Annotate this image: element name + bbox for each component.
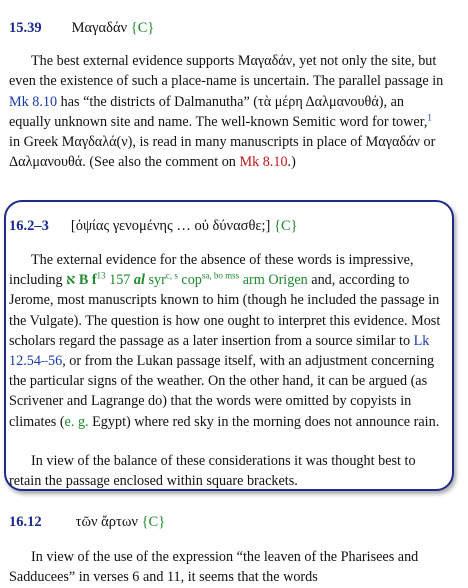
verse-reference: 16.2–3	[9, 218, 49, 234]
witness-sup: 13	[96, 270, 106, 281]
text-run: in Greek Μαγδαλά(ν), is read in many manuscripts in place of Μαγαδάν or Δαλμανουθά. (See also the comment on	[9, 134, 436, 171]
witness-sup: sa, bo mss	[201, 270, 240, 281]
commentary-paragraph	[9, 250, 449, 432]
witness-text: 157	[105, 272, 134, 289]
witness-text: arm Origen	[239, 272, 308, 289]
lemma: Μαγαδάν	[71, 20, 128, 36]
footnote-link[interactable]: 1	[427, 112, 432, 123]
text-run: The best external evidence supports Μαγαδάν, yet not only the site, but even the existence of such a place-name is uncertain. The parallel passage in	[9, 53, 444, 90]
lemma: [ὀψίας γενομένης … οὐ δύνασθε;]	[70, 218, 271, 234]
abbrev-eg: e. g.	[64, 413, 89, 430]
text-run: has “the districts of Dalmanutha” (τὰ μέρη Δαλμανουθά), an equally unknown site and name. The well-known Semitic word for tower,	[9, 93, 428, 130]
lemma: τῶν ἄρτων	[75, 514, 138, 530]
text-run: The external evidence for the absence of these words is impressive, including	[9, 252, 414, 289]
witness-text: syr	[144, 272, 166, 289]
commentary-paragraph: In view of the use of the expression “the leaven of the Pharisees and Sadducees” in verses 6 and 11, it seems that the words	[9, 549, 419, 586]
text-run: Egypt) where red sky in the morning does not announce rain.	[88, 413, 440, 430]
link-mk-8-10[interactable]: Mk 8.10	[9, 93, 58, 110]
rating-badge: {C}	[130, 20, 155, 36]
entry-header-15-39	[9, 20, 154, 37]
text-run: and, according to Jerome, most manuscripts known to him (though he included the passage in the Vulgate). The question is how one ought to interpret this evidence. Most scholars regard the passage as a later insertion from a source similar to	[9, 272, 441, 349]
witness-sup: c, s	[165, 270, 178, 281]
text-run: .)	[287, 154, 296, 171]
verse-reference: 16.12	[9, 514, 42, 530]
verse-reference: 15.39	[9, 20, 42, 36]
witness-text: cop	[177, 272, 202, 289]
text-run: , or from the Lukan passage itself, with an adjustment concerning the particular signs of the weather. On the other hand, it can be argued (as Scrivener and Lagrange do) that the words were omitted by copyists in climates (	[9, 353, 435, 430]
link-mk-8-10-red[interactable]: Mk 8.10	[239, 154, 288, 171]
witness-al: al	[133, 272, 145, 289]
link-lk-12-54-56[interactable]: Lk 12.54–56	[9, 332, 430, 370]
commentary-paragraph	[9, 51, 445, 173]
manuscript-witnesses	[66, 272, 308, 288]
entry-header-16-12	[9, 514, 165, 531]
witness-sigla: א B f	[66, 272, 97, 289]
rating-badge: {C}	[274, 218, 298, 234]
rating-badge: {C}	[141, 514, 166, 530]
entry-header-16-2-3	[9, 218, 298, 235]
commentary-paragraph: In view of the balance of these considerations it was thought best to retain the passage enclosed within square brackets.	[9, 453, 416, 490]
